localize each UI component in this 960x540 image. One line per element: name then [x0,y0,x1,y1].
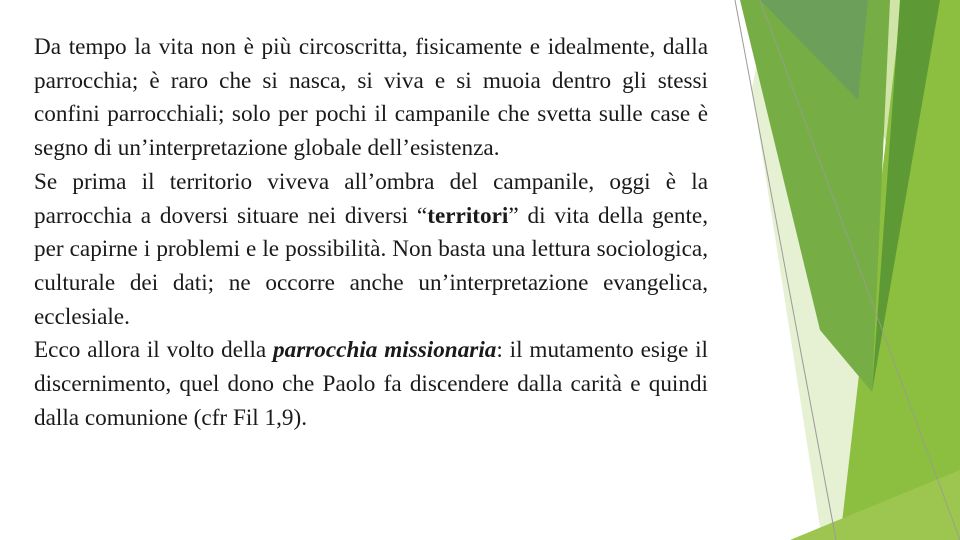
paragraph-3 [34,334,708,435]
paragraph-3-text-after: : il mutamento esige il discernimento, quel dono che Paolo fa discendere dalla carità e quindi dalla comunione (cfr Fil 1,9). [34,337,708,431]
paragraph-2-emphasis: territori [427,202,509,229]
paragraph-3-emphasis: parrocchia missionaria [273,337,497,364]
paragraph-1 [34,31,708,166]
paragraph-2-text-before: Se prima il territorio viveva all’ombra del campanile, oggi è la parrocchia a doversi situare nei diversi “ [34,168,708,229]
paragraph-3-text-before: Ecco allora il volto della [34,337,274,364]
paragraph-2 [34,166,708,335]
body-text [34,31,708,435]
paragraph-1-text: Da tempo la vita non è più circoscritta, fisicamente e idealmente, dalla parrocchia; è raro che si nasca, si viva e si muoia dentro gli stessi confini parrocchiali; solo per pochi il campanile che svetta sulle case è segno di un’interpretazione globale dell’esistenza. [34,34,708,162]
paragraph-2-text-after: ” di vita della gente, per capirne i problemi e le possibilità. Non basta una lettura sociologica, culturale dei dati; ne occorre anche un’interpretazione evangelica, ecclesiale. [34,202,709,330]
